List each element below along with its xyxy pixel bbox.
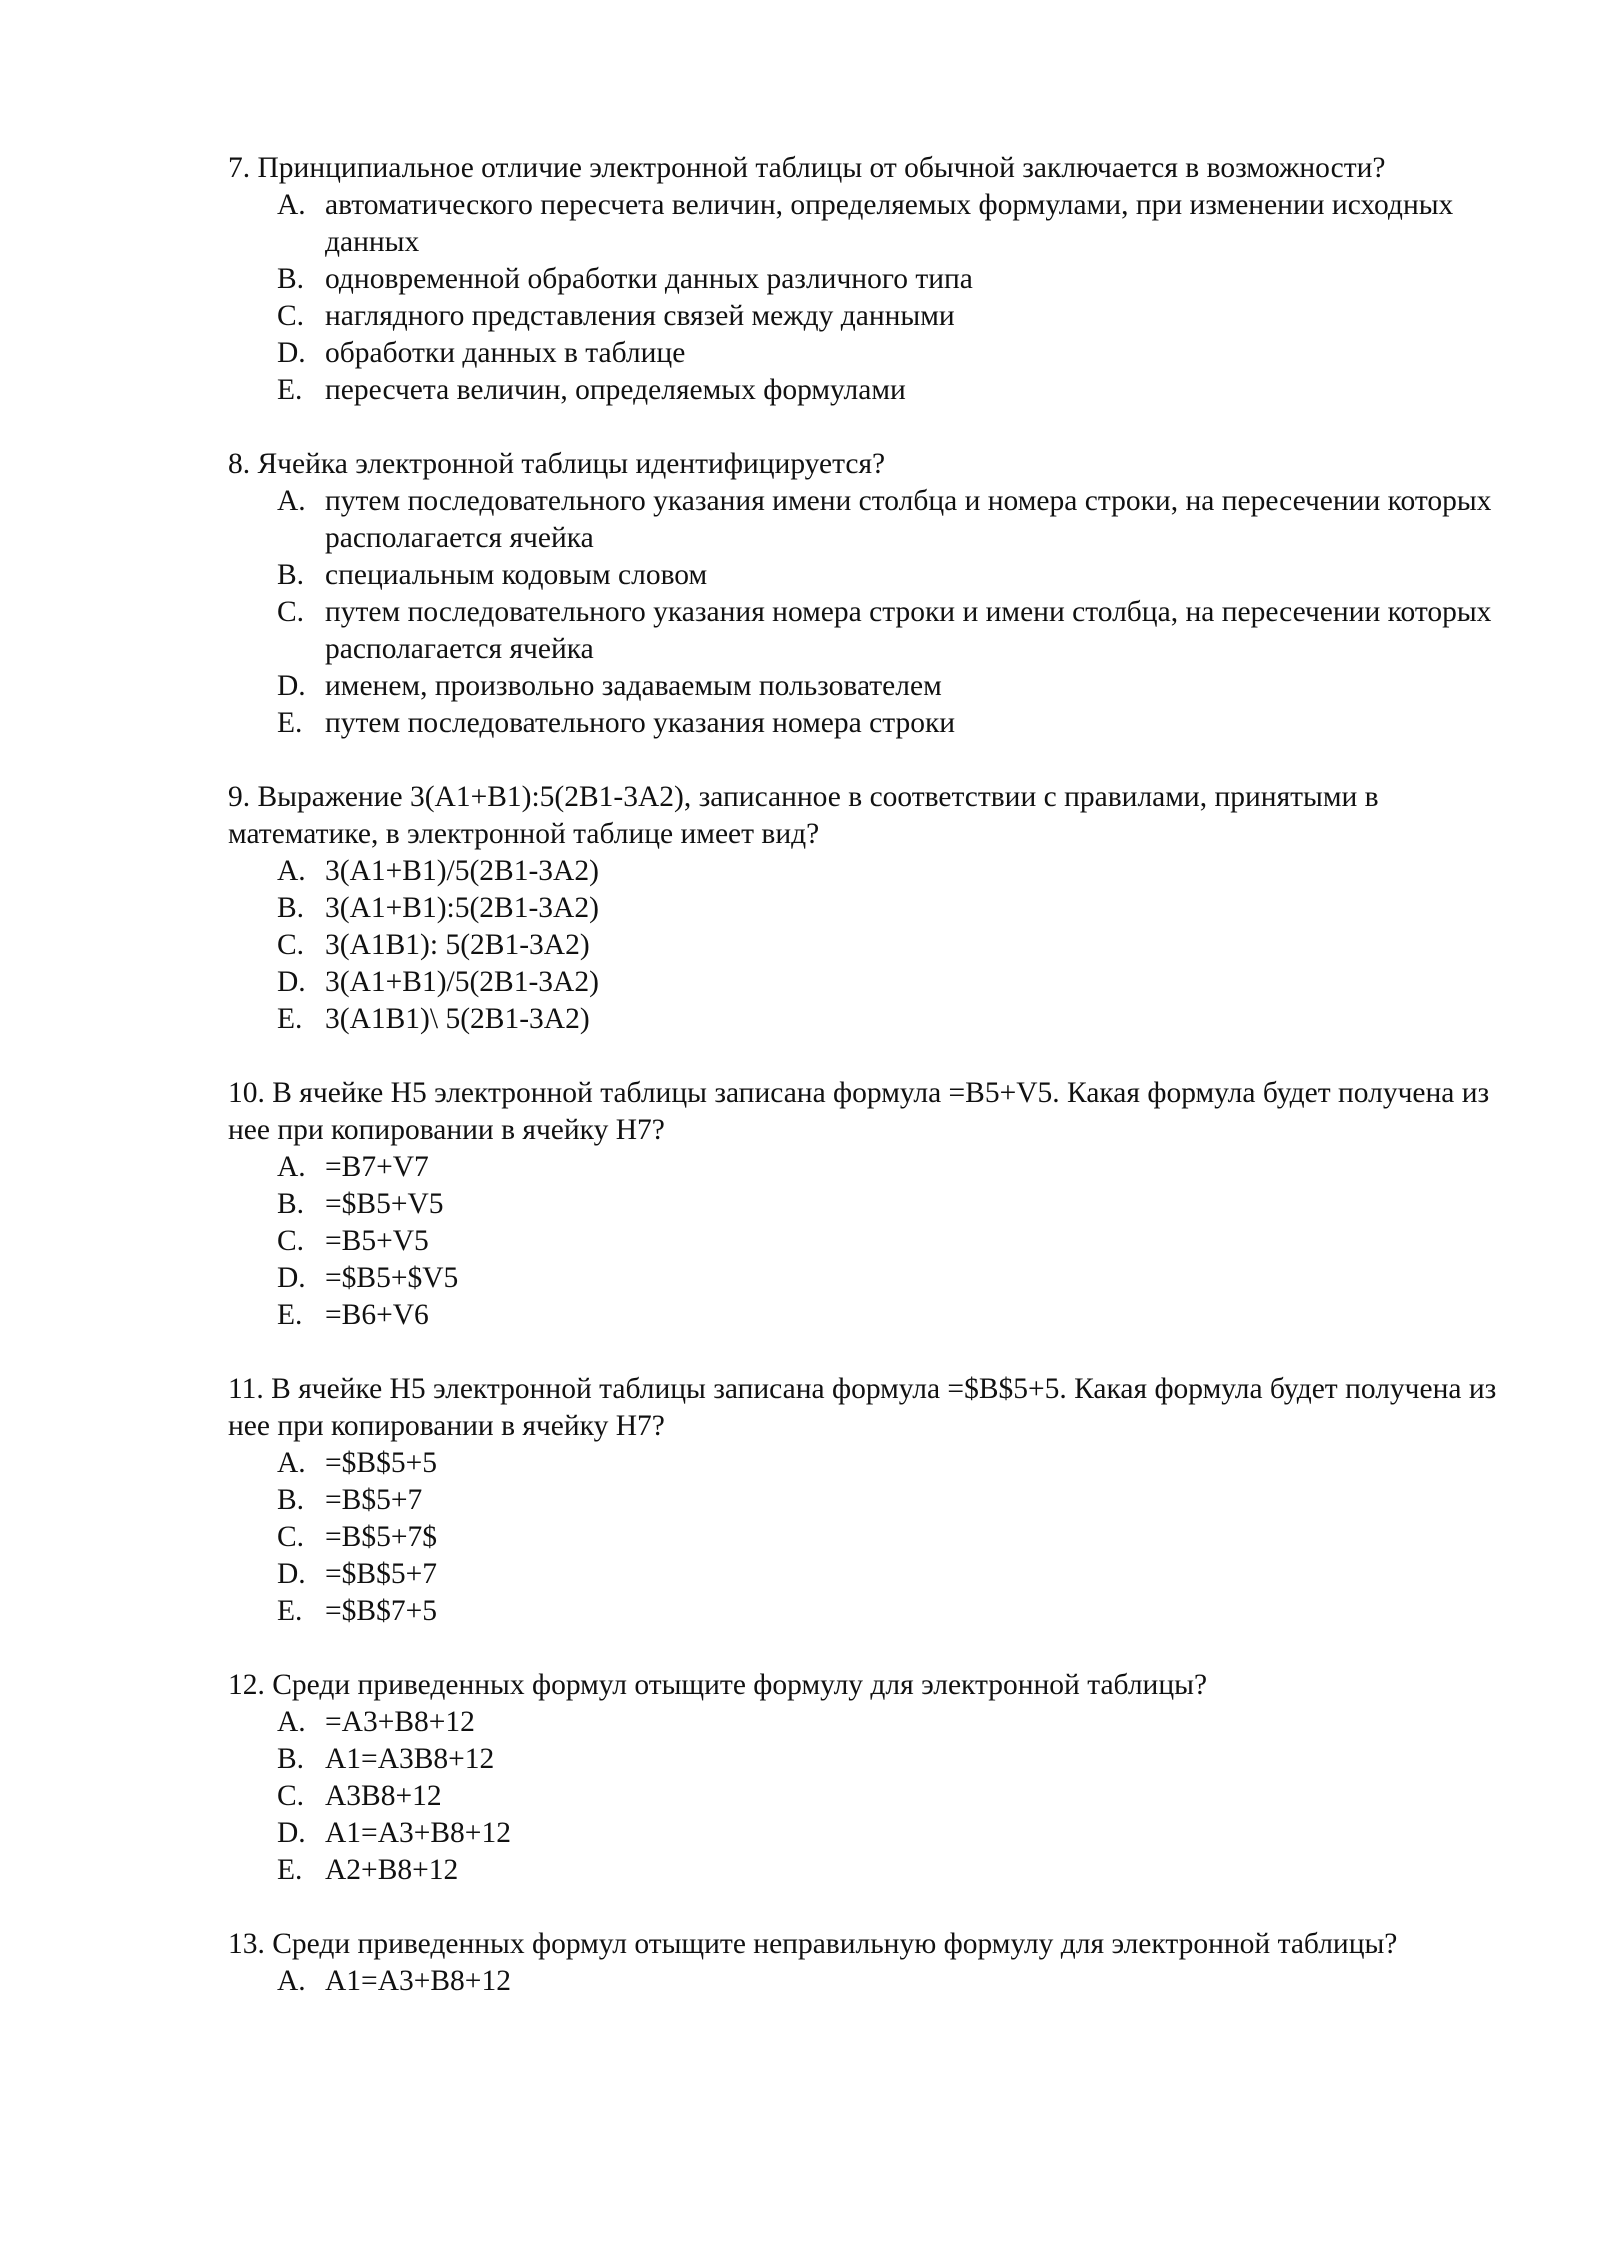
option-c — [228, 1778, 1528, 1815]
question-text: 8. Ячейка электронной таблицы идентифицируется? — [228, 448, 886, 480]
option-letter: D. — [277, 1262, 306, 1294]
document-page — [228, 150, 1528, 2037]
option-letter: A. — [277, 855, 306, 887]
option-text: 3(A1B1): 5(2B1-3A2) — [325, 929, 590, 961]
option-c — [228, 298, 1528, 335]
option-a — [228, 853, 1528, 890]
option-letter: A. — [277, 1151, 306, 1183]
option-e — [228, 1852, 1528, 1889]
question-7 — [228, 150, 1528, 409]
question-text: 12. Среди приведенных формул отыщите формулу для электронной таблицы? — [228, 1669, 1208, 1701]
option-letter: A. — [277, 1447, 306, 1479]
option-text: =B$5+7$ — [325, 1521, 437, 1553]
option-letter: A. — [277, 1965, 306, 1997]
option-list — [228, 1963, 1528, 2000]
option-e — [228, 705, 1528, 742]
option-letter: C. — [277, 1521, 305, 1553]
option-text: наглядного представления связей между данными — [325, 300, 955, 332]
option-text: A1=A3+B8+12 — [325, 1965, 511, 1997]
option-letter: D. — [277, 966, 306, 998]
option-list — [228, 1149, 1528, 1334]
option-text: A1=A3B8+12 — [325, 1743, 495, 1775]
option-text: =B7+V7 — [325, 1151, 429, 1183]
option-text: =$B$5+7 — [325, 1558, 437, 1590]
option-letter: B. — [277, 892, 305, 924]
option-text: =$B5+$V5 — [325, 1262, 459, 1294]
option-d — [228, 1260, 1528, 1297]
option-text: путем последовательного указания номера строки и имени столбца, на пересечении которых располагается ячейка — [325, 596, 1492, 665]
option-letter: D. — [277, 337, 306, 369]
option-d — [228, 964, 1528, 1001]
question-11 — [228, 1371, 1528, 1630]
question-9 — [228, 779, 1528, 1038]
option-text: =A3+B8+12 — [325, 1706, 475, 1738]
option-letter: B. — [277, 559, 305, 591]
option-letter: A. — [277, 189, 306, 221]
option-list — [228, 187, 1528, 409]
option-text: автоматического пересчета величин, определяемых формулами, при изменении исходных данных — [325, 189, 1454, 258]
option-letter: E. — [277, 707, 303, 739]
option-text: 3(A1+B1)/5(2B1-3A2) — [325, 966, 599, 998]
option-b — [228, 890, 1528, 927]
option-a — [228, 1963, 1528, 2000]
option-text: =$B5+V5 — [325, 1188, 444, 1220]
option-text: 3(A1B1)\ 5(2B1-3A2) — [325, 1003, 590, 1035]
option-a — [228, 187, 1528, 261]
option-e — [228, 372, 1528, 409]
option-text: путем последовательного указания номера строки — [325, 707, 956, 739]
option-letter: E. — [277, 1595, 303, 1627]
option-list — [228, 483, 1528, 742]
option-e — [228, 1297, 1528, 1334]
option-letter: C. — [277, 596, 305, 628]
question-8 — [228, 446, 1528, 742]
option-b — [228, 1482, 1528, 1519]
option-text: A2+B8+12 — [325, 1854, 459, 1886]
option-list — [228, 1445, 1528, 1630]
option-text: A3B8+12 — [325, 1780, 442, 1812]
option-letter: B. — [277, 1484, 305, 1516]
option-letter: E. — [277, 1854, 303, 1886]
option-d — [228, 1556, 1528, 1593]
option-c — [228, 594, 1528, 668]
option-letter: E. — [277, 1003, 303, 1035]
option-d — [228, 668, 1528, 705]
option-list — [228, 853, 1528, 1038]
option-a — [228, 1149, 1528, 1186]
question-text: 13. Среди приведенных формул отыщите неправильную формулу для электронной таблицы? — [228, 1928, 1398, 1960]
option-c — [228, 1519, 1528, 1556]
option-letter: C. — [277, 300, 305, 332]
option-text: пересчета величин, определяемых формулами — [325, 374, 906, 406]
option-c — [228, 927, 1528, 964]
option-letter: B. — [277, 1743, 305, 1775]
question-text: 9. Выражение 3(A1+B1):5(2B1-3A2), записанное в соответствии с правилами, принятыми в математике, в электронной таблице имеет вид? — [228, 781, 1379, 850]
option-text: именем, произвольно задаваемым пользователем — [325, 670, 942, 702]
option-letter: C. — [277, 929, 305, 961]
option-text: специальным кодовым словом — [325, 559, 708, 591]
option-c — [228, 1223, 1528, 1260]
option-list — [228, 1704, 1528, 1889]
option-text: =B6+V6 — [325, 1299, 429, 1331]
question-text: 10. В ячейке H5 электронной таблицы записана формула =B5+V5. Какая формула будет получена из нее при копировании в ячейку H7? — [228, 1077, 1490, 1146]
option-text: путем последовательного указания имени столбца и номера строки, на пересечении которых располагается ячейка — [325, 485, 1492, 554]
option-letter: D. — [277, 670, 306, 702]
option-a — [228, 1704, 1528, 1741]
option-letter: E. — [277, 374, 303, 406]
option-letter: E. — [277, 1299, 303, 1331]
option-letter: C. — [277, 1780, 305, 1812]
option-a — [228, 1445, 1528, 1482]
option-letter: B. — [277, 1188, 305, 1220]
option-b — [228, 1741, 1528, 1778]
option-a — [228, 483, 1528, 557]
option-e — [228, 1001, 1528, 1038]
option-letter: A. — [277, 485, 306, 517]
option-e — [228, 1593, 1528, 1630]
option-text: 3(A1+B1):5(2B1-3A2) — [325, 892, 599, 924]
question-text: 7. Принципиальное отличие электронной таблицы от обычной заключается в возможности? — [228, 152, 1386, 184]
option-letter: D. — [277, 1558, 306, 1590]
option-text: A1=A3+B8+12 — [325, 1817, 511, 1849]
option-text: =B$5+7 — [325, 1484, 423, 1516]
option-letter: C. — [277, 1225, 305, 1257]
option-letter: D. — [277, 1817, 306, 1849]
option-b — [228, 261, 1528, 298]
option-text: =$B$5+5 — [325, 1447, 437, 1479]
option-text: =B5+V5 — [325, 1225, 429, 1257]
option-text: обработки данных в таблице — [325, 337, 686, 369]
option-letter: B. — [277, 263, 305, 295]
option-text: 3(A1+B1)/5(2B1-3A2) — [325, 855, 599, 887]
option-d — [228, 335, 1528, 372]
question-text: 11. В ячейке H5 электронной таблицы записана формула =$B$5+5. Какая формула будет получена из нее при копировании в ячейку H7? — [228, 1373, 1497, 1442]
option-b — [228, 1186, 1528, 1223]
option-d — [228, 1815, 1528, 1852]
option-letter: A. — [277, 1706, 306, 1738]
question-13 — [228, 1926, 1528, 2000]
option-text: =$B$7+5 — [325, 1595, 437, 1627]
option-b — [228, 557, 1528, 594]
question-12 — [228, 1667, 1528, 1889]
question-10 — [228, 1075, 1528, 1334]
option-text: одновременной обработки данных различного типа — [325, 263, 973, 295]
